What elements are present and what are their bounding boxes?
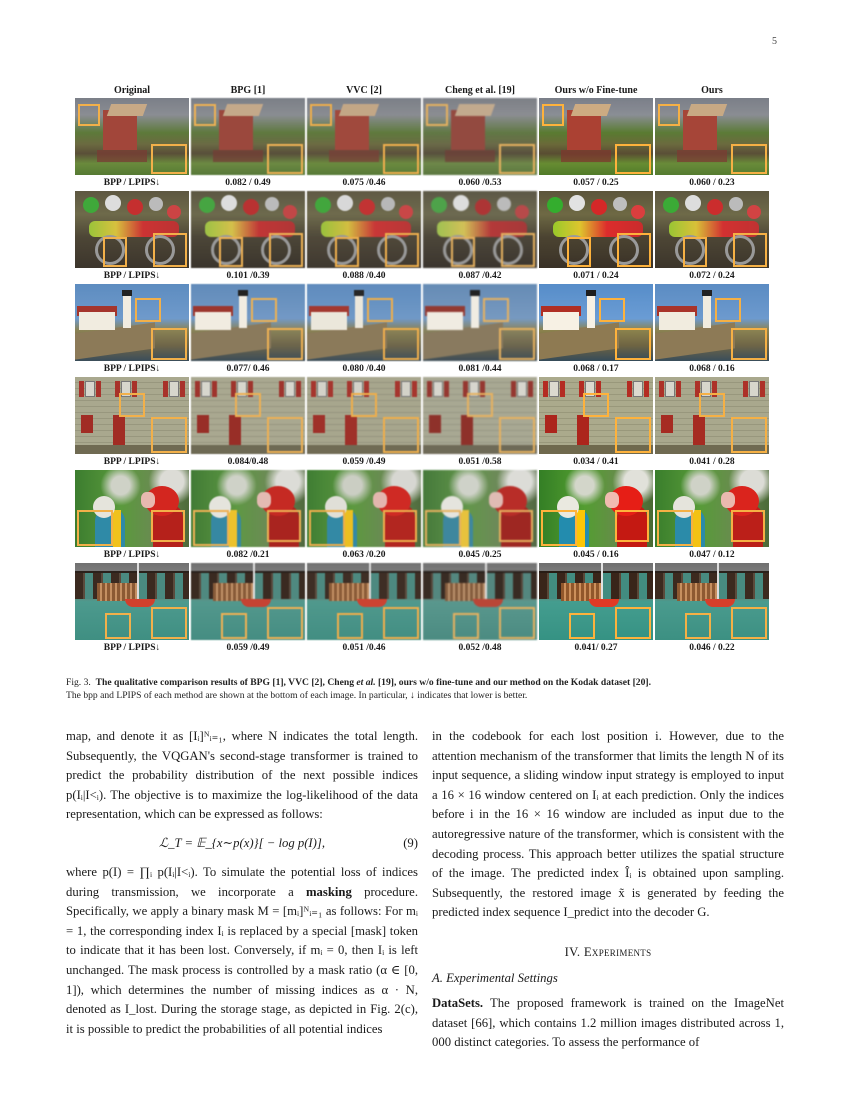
bpp-lpips-value: 0.047 / 0.12 [689, 550, 735, 560]
zoom-highlight-box [193, 510, 229, 546]
bpp-lpips-value: 0.051 /0.46 [342, 643, 386, 653]
zoom-highlight-box [541, 510, 577, 546]
equation-body: ℒ_T = 𝔼_{x∼p(x)}[ − log p(I)], [158, 836, 325, 851]
bpp-lpips-value: 0.057 / 0.25 [573, 178, 619, 188]
figure-row-lighthouse [75, 284, 774, 377]
zoom-highlight-box [685, 613, 711, 639]
metric-legend-label: BPP / LPIPS↓ [103, 550, 161, 560]
image-wall-bpg [191, 377, 305, 454]
paragraph-masking-text-b: procedure. Specifically, we apply a binary mask M = [mᵢ]ᴺᵢ₌₁ as follows: For mᵢ = 1, the corresponding index Iᵢ is replaced by a special [mask] token to indicate that it has been lost. Conversely, if mᵢ = 0, then Iᵢ is left unchanged. The mask process is controlled by a mask ratio (α ∈ [0, 1]), which determines the number of missing indices as α · N, denoted as I_lost. During the storage stage, as depicted in Fig. 2(c), it is possible to predict the probabilities of all potential indices [66, 884, 418, 1036]
image-parrots-original [75, 470, 189, 547]
zoom-highlight-box [699, 393, 725, 417]
zoom-highlight-box [467, 393, 493, 417]
zoom-highlight-box [351, 393, 377, 417]
bpp-lpips-value: 0.041 / 0.28 [689, 457, 735, 467]
zoom-highlight-box [151, 144, 187, 174]
figure-label: Fig. 3. [66, 677, 91, 688]
zoom-highlight-box [135, 298, 161, 322]
bpp-lpips-value: 0.052 /0.48 [458, 643, 502, 653]
zoom-highlight-box [715, 298, 741, 322]
bpp-lpips-value: 0.051 /0.58 [458, 457, 502, 467]
zoom-highlight-box [269, 233, 303, 267]
bpp-lpips-value: 0.087 /0.42 [458, 271, 502, 281]
zoom-highlight-box [499, 417, 535, 453]
metric-legend-label: BPP / LPIPS↓ [103, 457, 161, 467]
image-motocross-bpg [191, 191, 305, 268]
image-barn-ours-wo-finetune [539, 98, 653, 175]
bpp-lpips-value: 0.068 / 0.16 [689, 364, 735, 374]
bpp-lpips-value: 0.063 /0.20 [342, 550, 386, 560]
zoom-highlight-box [78, 104, 100, 126]
figure-rows [75, 98, 774, 656]
zoom-highlight-box [731, 144, 767, 174]
image-boat-ours-wo-finetune [539, 563, 653, 640]
figure-row-parrots [75, 470, 774, 563]
caption-bold-1: The qualitative comparison results of BPG [1], VVC [2], Cheng [95, 677, 357, 688]
zoom-highlight-box [383, 144, 419, 174]
zoom-highlight-box [267, 417, 303, 453]
masking-term: masking [305, 884, 352, 899]
zoom-highlight-box [451, 237, 475, 267]
equation-number: (9) [403, 836, 418, 851]
zoom-highlight-box [267, 510, 301, 542]
zoom-highlight-box [599, 298, 625, 322]
zoom-highlight-box [267, 144, 303, 174]
zoom-highlight-box [151, 607, 187, 639]
image-lighthouse-bpg [191, 284, 305, 361]
zoom-highlight-box [151, 510, 185, 542]
bpp-lpips-value: 0.045 /0.25 [458, 550, 502, 560]
section-heading-experiments: IV. Experiments [564, 944, 652, 959]
bpp-lpips-value: 0.060 / 0.23 [689, 178, 735, 188]
zoom-highlight-box [615, 510, 649, 542]
zoom-highlight-box [615, 417, 651, 453]
zoom-highlight-box [119, 393, 145, 417]
image-lighthouse-original [75, 284, 189, 361]
zoom-highlight-box [383, 510, 417, 542]
column-header-ours-wo-finetune: Ours w/o Fine-tune [554, 85, 638, 96]
image-barn-vvc [307, 98, 421, 175]
zoom-highlight-box [153, 233, 187, 267]
image-parrots-ours [655, 470, 769, 547]
subsection-heading-experimental-settings: A. Experimental Settings [432, 970, 558, 985]
bpp-lpips-value: 0.059 /0.49 [226, 643, 270, 653]
bpp-lpips-value: 0.059 /0.49 [342, 457, 386, 467]
image-boat-bpg [191, 563, 305, 640]
zoom-highlight-box [426, 104, 448, 126]
image-boat-vvc [307, 563, 421, 640]
zoom-highlight-box [310, 104, 332, 126]
column-header-cheng: Cheng et al. [19] [445, 85, 515, 96]
zoom-highlight-box [499, 510, 533, 542]
image-boat-cheng [423, 563, 537, 640]
bpp-lpips-value: 0.082 /0.21 [226, 550, 270, 560]
image-motocross-vvc [307, 191, 421, 268]
figure-caption [66, 676, 786, 702]
zoom-highlight-box [367, 298, 393, 322]
bpp-lpips-value: 0.046 / 0.22 [689, 643, 735, 653]
bpp-lpips-value: 0.071 / 0.24 [573, 271, 619, 281]
zoom-highlight-box [499, 144, 535, 174]
image-lighthouse-vvc [307, 284, 421, 361]
bpp-lpips-value: 0.060 /0.53 [458, 178, 502, 188]
zoom-highlight-box [617, 233, 651, 267]
bpp-lpips-value: 0.034 / 0.41 [573, 457, 619, 467]
caption-description: The bpp and LPIPS of each method are shown at the bottom of each image. In particular, ↓ indicates that lower is better. [66, 690, 528, 701]
zoom-highlight-box [542, 104, 564, 126]
zoom-highlight-box [383, 607, 419, 639]
zoom-highlight-box [383, 328, 419, 360]
image-lighthouse-ours-wo-finetune [539, 284, 653, 361]
image-wall-vvc [307, 377, 421, 454]
bpp-lpips-value: 0.084/0.48 [227, 457, 269, 467]
image-lighthouse-cheng [423, 284, 537, 361]
image-boat-original [75, 563, 189, 640]
bpp-lpips-value: 0.082 / 0.49 [225, 178, 271, 188]
bpp-lpips-value: 0.077/ 0.46 [226, 364, 270, 374]
figure-row-motocross [75, 191, 774, 284]
image-parrots-vvc [307, 470, 421, 547]
column-header-vvc: VVC [2] [346, 85, 382, 96]
zoom-highlight-box [567, 237, 591, 267]
zoom-highlight-box [615, 328, 651, 360]
zoom-highlight-box [235, 393, 261, 417]
zoom-highlight-box [731, 607, 767, 639]
zoom-highlight-box [105, 613, 131, 639]
bpp-lpips-value: 0.068 / 0.17 [573, 364, 619, 374]
zoom-highlight-box [309, 510, 345, 546]
zoom-highlight-box [499, 328, 535, 360]
image-wall-ours-wo-finetune [539, 377, 653, 454]
datasets-text: The proposed framework is trained on the ImageNet dataset [66], which contains 1.2 million images distributed across 1, 000 distinct categories. To assess the performance of [432, 996, 784, 1050]
image-parrots-ours-wo-finetune [539, 470, 653, 547]
datasets-label: DataSets. [432, 996, 484, 1011]
image-motocross-original [75, 191, 189, 268]
image-motocross-cheng [423, 191, 537, 268]
zoom-highlight-box [731, 510, 765, 542]
equation-9 [66, 825, 418, 863]
paragraph-masking-text-a: where p(I) = ∏ᵢ p(Iᵢ|I<ᵢ). To simulate the potential loss of indices during transmission, we incorporate a [66, 864, 418, 899]
figure-column-headers [75, 84, 774, 98]
figure-3-comparison-grid [75, 84, 774, 656]
zoom-highlight-box [221, 613, 247, 639]
image-parrots-cheng [423, 470, 537, 547]
bpp-lpips-value: 0.072 / 0.24 [689, 271, 735, 281]
zoom-highlight-box [501, 233, 535, 267]
figure-row-boat [75, 563, 774, 656]
column-header-bpg: BPG [1] [230, 85, 266, 96]
zoom-highlight-box [615, 607, 651, 639]
image-motocross-ours [655, 191, 769, 268]
zoom-highlight-box [151, 417, 187, 453]
zoom-highlight-box [383, 417, 419, 453]
zoom-highlight-box [483, 298, 509, 322]
left-text-column [66, 727, 418, 1039]
zoom-highlight-box [194, 104, 216, 126]
paragraph-masking [66, 863, 418, 1039]
paragraph-datasets [432, 994, 784, 1053]
zoom-highlight-box [583, 393, 609, 417]
image-barn-original [75, 98, 189, 175]
bpp-lpips-value: 0.101 /0.39 [226, 271, 270, 281]
zoom-highlight-box [731, 417, 767, 453]
zoom-highlight-box [335, 237, 359, 267]
image-parrots-bpg [191, 470, 305, 547]
caption-et-al: et al. [356, 677, 376, 688]
image-wall-cheng [423, 377, 537, 454]
zoom-highlight-box [683, 237, 707, 267]
image-barn-ours [655, 98, 769, 175]
zoom-highlight-box [733, 233, 767, 267]
zoom-highlight-box [385, 233, 419, 267]
zoom-highlight-box [267, 328, 303, 360]
column-header-ours: Ours [701, 85, 723, 96]
zoom-highlight-box [151, 328, 187, 360]
right-text-column [432, 727, 784, 1053]
bpp-lpips-value: 0.080 /0.40 [342, 364, 386, 374]
bpp-lpips-value: 0.041/ 0.27 [574, 643, 618, 653]
zoom-highlight-box [267, 607, 303, 639]
metric-legend-label: BPP / LPIPS↓ [103, 643, 161, 653]
zoom-highlight-box [337, 613, 363, 639]
metric-legend-label: BPP / LPIPS↓ [103, 178, 161, 188]
image-lighthouse-ours [655, 284, 769, 361]
column-header-original: Original [113, 85, 151, 96]
caption-bold-2: [19], ours w/o fine-tune and our method on the Kodak dataset [20]. [375, 677, 651, 688]
zoom-highlight-box [77, 510, 113, 546]
image-boat-ours [655, 563, 769, 640]
image-barn-bpg [191, 98, 305, 175]
paragraph-vqgan-transformer: map, and denote it as [Iᵢ]ᴺᵢ₌₁, where N indicates the total length. Subsequently, the VQGAN's second-stage transformer is trained to predict the probability distribution of the next possible indices p(Iᵢ|I<ᵢ). The objective is to maximize the log-likelihood of the data representation, which can be expressed as follows: [66, 729, 418, 822]
bpp-lpips-value: 0.088 /0.40 [342, 271, 386, 281]
zoom-highlight-box [219, 237, 243, 267]
zoom-highlight-box [731, 328, 767, 360]
image-wall-ours [655, 377, 769, 454]
bpp-lpips-value: 0.045 / 0.16 [573, 550, 619, 560]
zoom-highlight-box [658, 104, 680, 126]
figure-row-wall [75, 377, 774, 470]
image-barn-cheng [423, 98, 537, 175]
zoom-highlight-box [251, 298, 277, 322]
zoom-highlight-box [499, 607, 535, 639]
page-number: 5 [772, 36, 777, 47]
zoom-highlight-box [103, 237, 127, 267]
image-wall-original [75, 377, 189, 454]
paragraph-sliding-window: in the codebook for each lost position i. However, due to the attention mechanism of the transformer that limits the length N of its input sequence, a sliding window input strategy is employed to input a 16 × 16 window centered on Iᵢ at each prediction. Only the indices before i in the 16 × 16 window are included as input due to the autoregressive nature of the transformer, which is consistent with the decoding process. This approach better utilizes the spatial structure of the image. The predicted index Îᵢ is obtained upon sampling. Subsequently, the restored image x̃ is generated by feeding the predicted index sequence I_predict into the decoder G. [432, 729, 784, 920]
bpp-lpips-value: 0.081 /0.44 [458, 364, 502, 374]
image-motocross-ours-wo-finetune [539, 191, 653, 268]
metric-legend-label: BPP / LPIPS↓ [103, 271, 161, 281]
zoom-highlight-box [425, 510, 461, 546]
bpp-lpips-value: 0.075 /0.46 [342, 178, 386, 188]
zoom-highlight-box [569, 613, 595, 639]
zoom-highlight-box [615, 144, 651, 174]
figure-row-barn [75, 98, 774, 191]
metric-legend-label: BPP / LPIPS↓ [103, 364, 161, 374]
zoom-highlight-box [657, 510, 693, 546]
zoom-highlight-box [453, 613, 479, 639]
